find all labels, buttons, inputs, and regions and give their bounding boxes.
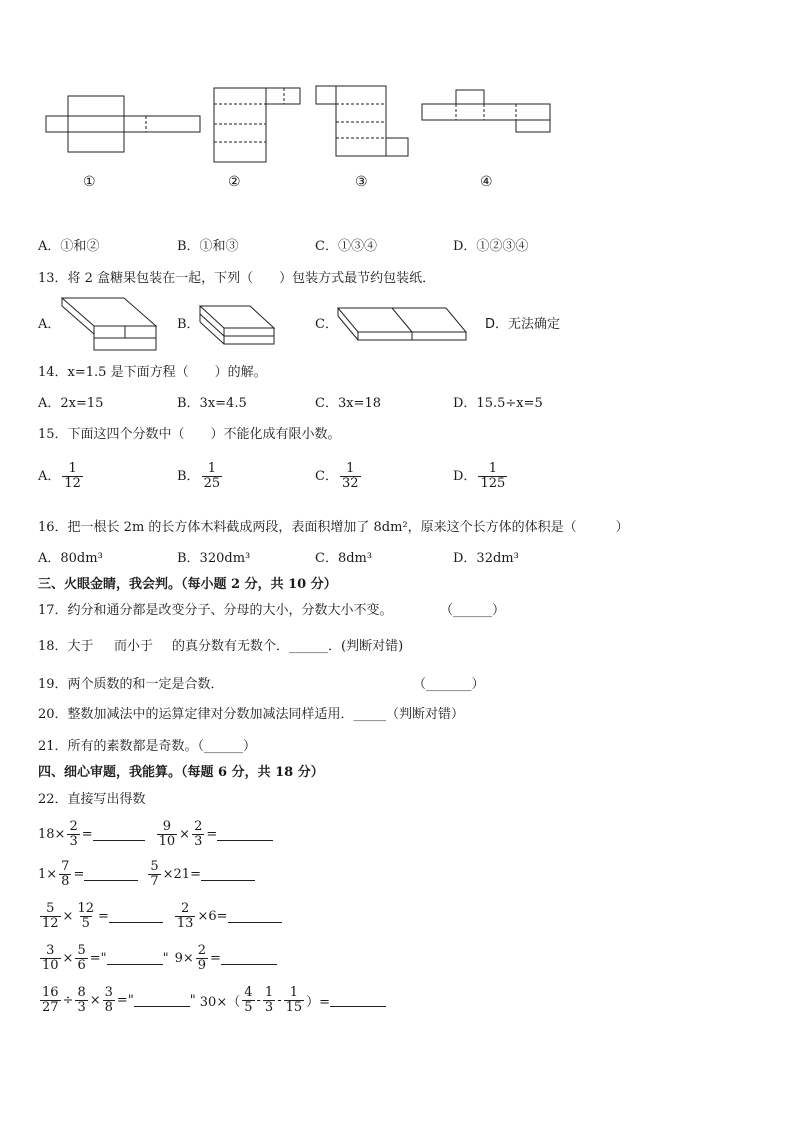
- q22-r5-minus-1: -: [256, 993, 261, 1008]
- q22-r5-op-1: ÷: [62, 993, 74, 1008]
- q22-row-2: [38, 860, 255, 889]
- q15-option-d-letter: D．: [453, 468, 477, 484]
- q22-r3-a-eq: =: [98, 909, 109, 924]
- q22-r5-b-close: ）=: [306, 995, 331, 1010]
- q16-option-b[interactable]: B．320dm³: [177, 551, 251, 566]
- q22-r5-op-2: ×: [89, 993, 101, 1008]
- q22-row-3: [38, 902, 282, 931]
- q22-r1-b-eq: =: [206, 827, 218, 842]
- q13-option-c-label[interactable]: C．: [315, 317, 338, 332]
- q22-r5-g-fraction-1: $\frac{4}{5}$: [244, 985, 253, 1015]
- section-4-title: 四、细心审题，我能算。（每题 6 分，共 18 分）: [38, 765, 324, 780]
- q22-r3-b-answer-blank[interactable]: [228, 910, 282, 923]
- q22-r1-b-op: ×: [179, 827, 191, 842]
- q15-stem: 15．下面这四个分数中（ ）不能化成有限小数。: [38, 427, 341, 442]
- q16-stem: 16．把一根长 2m 的长方体木料截成两段，表面积增加了 8dm²，原来这个长方体的体积是（ ）: [38, 520, 629, 535]
- q22-r4-a-op: ×: [62, 951, 74, 966]
- q22-r4-b-answer-blank[interactable]: [221, 952, 277, 965]
- net-figure-4: [422, 90, 552, 134]
- q22-r5-fraction-3: $\frac{3}{8}$: [104, 985, 113, 1015]
- q22-r3-b-post: ×6=: [197, 909, 228, 924]
- q22-r2-a-fraction: $\frac{7}{8}$: [61, 859, 70, 889]
- q22-r2-a-answer-blank[interactable]: [84, 868, 138, 881]
- q22-r5-fraction-2: $\frac{8}{3}$: [77, 985, 86, 1015]
- q16-option-a[interactable]: A．80dm³: [38, 551, 103, 566]
- q22-title: 22．直接写出得数: [38, 792, 146, 807]
- q22-r4-b-eq: =: [210, 951, 221, 966]
- q22-r5-minus-2: -: [277, 993, 282, 1008]
- q15-option-c-letter: C．: [315, 468, 338, 484]
- q22-r2-b-answer-blank[interactable]: [201, 868, 255, 881]
- net-figure-1: [46, 96, 202, 154]
- q15-option-b-letter: B．: [177, 468, 200, 484]
- q20-text: 20．整数加减法中的运算定律对分数加减法同样适用．_____（判断对错）: [38, 707, 465, 722]
- q13-option-d[interactable]: D．无法确定: [485, 317, 561, 332]
- q22-row-4: [38, 944, 277, 973]
- q22-r5-a-answer-blank[interactable]: [134, 994, 190, 1007]
- q22-r3-b-fraction: $\frac{2}{13}$: [176, 901, 194, 931]
- q14-option-b[interactable]: B．3x=4.5: [177, 396, 247, 411]
- q14-stem: 14．x=1.5 是下面方程（ ）的解。: [38, 365, 267, 380]
- q18-text-b: 而小于: [114, 639, 154, 654]
- q22-r5-fraction-1: $\frac{16}{27}$: [42, 985, 59, 1015]
- q22-r2-b-fraction: $\frac{5}{7}$: [150, 859, 159, 889]
- q13-box-b: [198, 304, 278, 346]
- q22-r3-a-fraction-1: $\frac{5}{12}$: [42, 901, 59, 931]
- q22-row-5: [38, 986, 386, 1015]
- q19-answer-blank[interactable]: （_______）: [413, 677, 485, 692]
- q22-r1-b-fraction-1: $\frac{9}{10}$: [158, 819, 176, 849]
- q22-r5-b-answer-blank[interactable]: [330, 994, 386, 1007]
- q17-answer-blank[interactable]: （______）: [440, 603, 506, 618]
- q22-r5-g-fraction-3: $\frac{1}{15}$: [285, 985, 303, 1015]
- q18-text-c: 的真分数有无数个．______．(判断对错): [172, 639, 404, 654]
- q13-stem: 13．将 2 盒糖果包装在一起，下列（ ）包装方式最节约包装纸．: [38, 271, 436, 286]
- net-label-1: ①: [83, 174, 96, 190]
- q22-r5-eq: =": [116, 993, 134, 1008]
- net-label-2: ②: [228, 174, 241, 190]
- q22-r3-a-fraction-2: $\frac{12}{5}$: [77, 901, 94, 931]
- q12-option-b[interactable]: B．①和③: [177, 239, 239, 254]
- q22-r2-a-eq: =: [73, 867, 85, 882]
- q22-r4-a-fraction-1: $\frac{3}{10}$: [42, 943, 59, 973]
- q13-box-c: [336, 306, 470, 344]
- q14-option-c[interactable]: C．3x=18: [315, 396, 381, 411]
- q22-r4-a-eq: =": [89, 951, 107, 966]
- q17-text: 17．约分和通分都是改变分子、分母的大小，分数大小不变。: [38, 603, 393, 618]
- q12-option-a[interactable]: A．①和②: [38, 239, 100, 254]
- q15-fraction-a: $\frac{1}{12}$: [64, 461, 81, 491]
- q13-option-b-label[interactable]: B．: [177, 317, 200, 332]
- q22-r4-a-answer-blank[interactable]: [107, 952, 163, 965]
- q15-option-d[interactable]: [453, 462, 509, 491]
- q22-r1-a-eq: =: [81, 827, 93, 842]
- q19-text: 19．两个质数的和一定是合数．: [38, 677, 224, 692]
- net-figure-3: [316, 84, 410, 158]
- q14-option-a[interactable]: A．2x=15: [38, 396, 104, 411]
- q22-r4-a-fraction-2: $\frac{5}{6}$: [77, 943, 86, 973]
- q22-r5-g-fraction-2: $\frac{1}{3}$: [264, 985, 274, 1015]
- q21-text: 21．所有的素数都是奇数。（______）: [38, 739, 257, 754]
- q22-r4-b-fraction: $\frac{2}{9}$: [197, 943, 207, 973]
- q22-r4-b-pre: 9×: [174, 951, 194, 966]
- q16-option-d[interactable]: D．32dm³: [453, 551, 519, 566]
- q22-r1-a-fraction: $\frac{2}{3}$: [69, 819, 78, 849]
- q15-fraction-c: $\frac{1}{32}$: [341, 461, 359, 491]
- q15-option-b[interactable]: [177, 462, 224, 491]
- q13-option-a-label[interactable]: A．: [38, 317, 61, 332]
- q22-r2-a-pre: 1×: [38, 867, 58, 882]
- q12-option-d[interactable]: D．①②③④: [453, 239, 529, 254]
- q15-option-a-letter: A．: [38, 468, 61, 484]
- q15-fraction-b: $\frac{1}{25}$: [203, 461, 221, 491]
- q22-row-1: [38, 820, 273, 849]
- q22-r3-a-answer-blank[interactable]: [109, 910, 163, 923]
- q15-option-c[interactable]: [315, 462, 363, 491]
- q22-r1-b-answer-blank[interactable]: [217, 828, 273, 841]
- q22-r4-a-close: ": [162, 951, 169, 966]
- net-figure-2: [212, 86, 302, 164]
- q22-r1-a-answer-blank[interactable]: [93, 828, 145, 841]
- q22-r1-a-pre: 18×: [38, 827, 66, 842]
- q18-text-a: 18．大于: [38, 639, 94, 654]
- q15-option-a[interactable]: [38, 462, 85, 491]
- q12-option-c[interactable]: C．①③④: [315, 239, 377, 254]
- q13-box-a: [60, 296, 160, 354]
- net-label-4: ④: [480, 174, 493, 190]
- q22-r2-b-post: ×21=: [162, 867, 201, 882]
- q22-r5-close: ": [189, 993, 196, 1008]
- q15-fraction-d: $\frac{1}{125}$: [480, 461, 506, 491]
- net-label-3: ③: [355, 174, 368, 190]
- q14-option-d[interactable]: D．15.5÷x=5: [453, 396, 543, 411]
- q22-r5-b-pre: 30×（: [199, 995, 241, 1010]
- q22-r3-a-op: ×: [62, 909, 74, 924]
- section-3-title: 三、火眼金睛，我会判。（每小题 2 分，共 10 分）: [38, 577, 337, 592]
- q16-option-c[interactable]: C．8dm³: [315, 551, 373, 566]
- q22-r1-b-fraction-2: $\frac{2}{3}$: [194, 819, 203, 849]
